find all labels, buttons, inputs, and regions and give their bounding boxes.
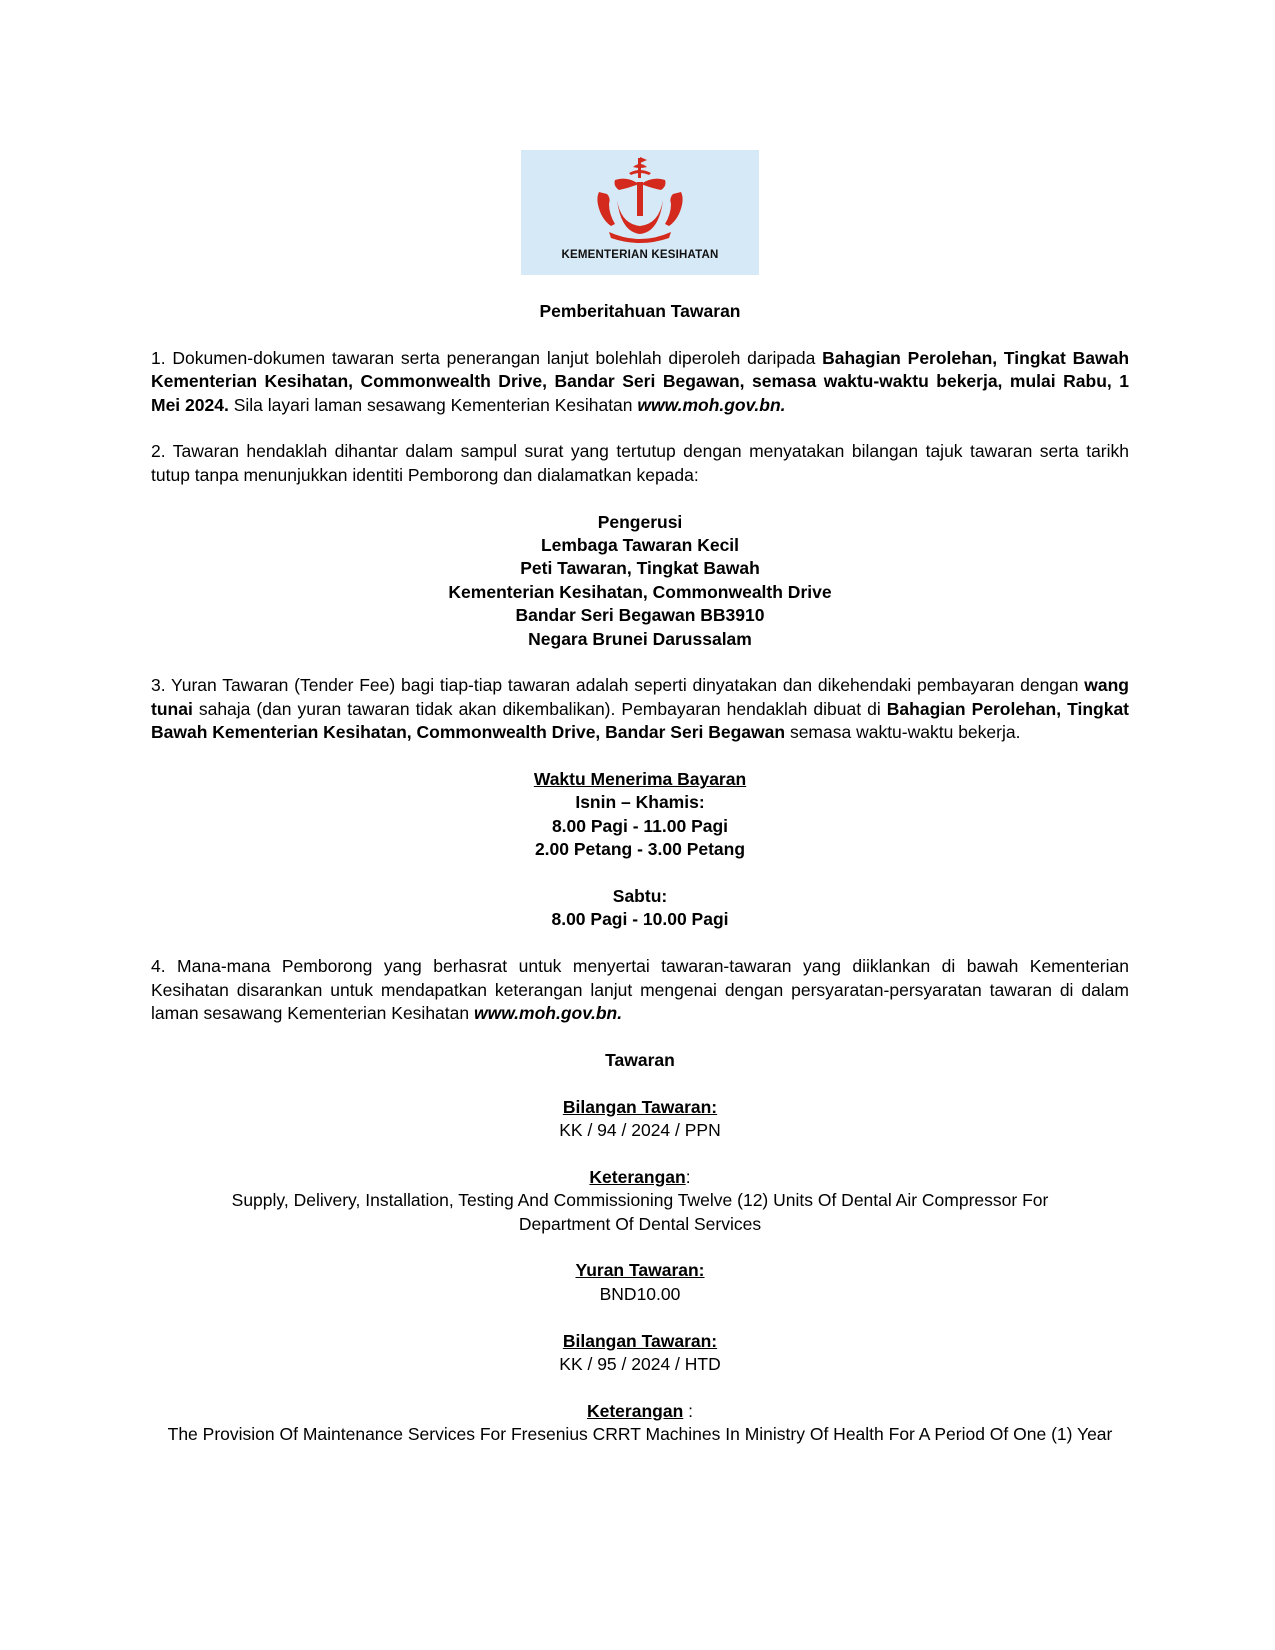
address-line: Bandar Seri Begawan BB3910: [515, 605, 765, 626]
address-line: Negara Brunei Darussalam: [528, 628, 752, 649]
address-block: [151, 511, 1129, 651]
address-line: Kementerian Kesihatan, Commonwealth Drive: [448, 581, 832, 602]
ministry-logo: [521, 150, 759, 275]
weekday-slot: 2.00 Petang - 3.00 Petang: [534, 839, 746, 860]
moh-website-link[interactable]: www.moh.gov.bn.: [473, 1003, 623, 1024]
tender-fee: BND10.00: [599, 1283, 681, 1304]
tender-number-label: Bilangan Tawaran:: [562, 1330, 718, 1351]
address-line: Peti Tawaran, Tingkat Bawah: [520, 558, 760, 579]
tender-number: KK / 94 / 2024 / PPN: [559, 1120, 721, 1141]
tender-desc-label: Keterangan: [586, 1400, 684, 1421]
payment-hours: [151, 768, 1129, 932]
weekday-slot: 8.00 Pagi - 11.00 Pagi: [551, 815, 729, 836]
saturday-slot: 8.00 Pagi - 10.00 Pagi: [551, 909, 729, 930]
tender-item: Bilangan Tawaran: KK / 94 / 2024 / PPN Keterangan: Supply, Delivery, Installation, Testing And Commissioning Twelve (12) Units Of Dental Air Compressor For Department Of Dental Services Yuran Tawaran: BND10.00: [151, 1096, 1129, 1307]
paragraph-4: 4. Mana-mana Pemborong yang berhasrat untuk menyertai tawaran-tawaran yang diiklankan di bawah Kementerian Kesihatan disarankan untuk mendapatkan keterangan lanjut mengenai dengan persyaratan-persyaratan tawaran di dalam laman sesawang Kementerian Kesihatan www.moh.gov.bn.: [151, 956, 1129, 1024]
paragraph-1: 1. Dokumen-dokumen tawaran serta penerangan lanjut bolehlah diperoleh daripada Bahagian Perolehan, Tingkat Bawah Kementerian Kesihatan, Commonwealth Drive, Bandar Seri Begawan, semasa waktu-waktu bekerja, mulai Rabu, 1 Mei 2024. Sila layari laman sesawang Kementerian Kesihatan www.moh.gov.bn.: [151, 347, 1130, 415]
address-line: Lembaga Tawaran Kecil: [540, 535, 740, 556]
page-title: Pemberitahuan Tawaran: [539, 301, 741, 321]
tenders-heading: Tawaran: [605, 1049, 675, 1070]
logo-label: KEMENTERIAN KESIHATAN: [561, 249, 719, 261]
paragraph-2: 2. Tawaran hendaklah dihantar dalam sampul surat yang tertutup dengan menyatakan bilangan tajuk tawaran serta tarikh tutup tanpa menunjukkan identiti Pemborong dan dialamatkan kepada:: [151, 441, 1129, 485]
tender-item: Bilangan Tawaran: KK / 95 / 2024 / HTD Keterangan : The Provision Of Maintenance Services For Fresenius CRRT Machines In Ministry Of Health For A Period Of One (1) Year: [151, 1330, 1129, 1447]
tender-fee-label: Yuran Tawaran:: [575, 1260, 705, 1281]
address-line: Pengerusi: [597, 511, 683, 532]
tender-desc-label: Keterangan: [589, 1166, 686, 1187]
tender-number: KK / 95 / 2024 / HTD: [559, 1354, 721, 1375]
tender-description: The Provision Of Maintenance Services For Fresenius CRRT Machines In Ministry Of Health For A Period Of One (1) Year: [167, 1424, 1113, 1445]
tender-number-label: Bilangan Tawaran:: [562, 1096, 718, 1117]
tender-description: Supply, Delivery, Installation, Testing And Commissioning Twelve (12) Units Of Dental Air Compressor For Department Of Dental Services: [231, 1190, 1049, 1234]
hours-heading: Waktu Menerima Bayaran: [533, 769, 747, 790]
moh-website-link[interactable]: www.moh.gov.bn.: [637, 394, 786, 415]
brunei-crest-icon: [589, 154, 691, 248]
weekday-label: Isnin – Khamis:: [575, 792, 705, 813]
notice-body: [151, 300, 1129, 1447]
saturday-label: Sabtu:: [612, 886, 668, 907]
paragraph-3: 3. Yuran Tawaran (Tender Fee) bagi tiap-tiap tawaran adalah seperti dinyatakan dan dikehendaki pembayaran dengan wang tunai sahaja (dan yuran tawaran tidak akan dikembalikan). Pembayaran hendaklah dibuat di Bahagian Perolehan, Tingkat Bawah Kementerian Kesihatan, Commonwealth Drive, Bandar Seri Begawan semasa waktu-waktu bekerja.: [151, 675, 1129, 743]
